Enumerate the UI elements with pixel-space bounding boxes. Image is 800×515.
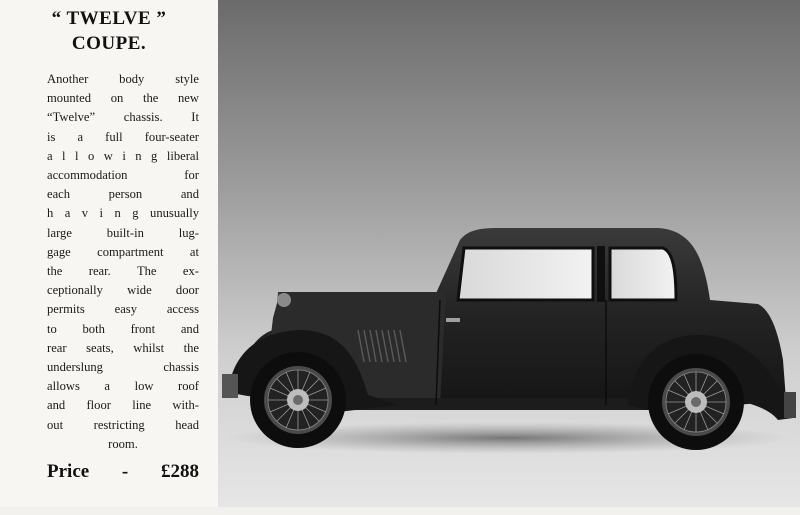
door-handle	[446, 318, 460, 322]
front-wheel	[250, 352, 346, 448]
rear-bumper	[784, 392, 796, 418]
car-illustration	[218, 0, 800, 507]
description-line: each person and	[47, 187, 199, 202]
headlamp	[277, 293, 291, 307]
description-line: is a full four-seater	[47, 129, 199, 144]
description-line: rear seats, whilst the	[47, 340, 199, 355]
description-line: mounted on the new	[47, 91, 199, 106]
description-line: underslung chassis	[47, 360, 199, 375]
front-window	[458, 248, 593, 300]
page-bottom-edge	[0, 507, 800, 515]
description-line: to both front and	[47, 321, 199, 336]
description-line: allows a low roof	[47, 379, 199, 394]
price-line	[47, 461, 199, 483]
description-line: permits easy access	[47, 302, 199, 317]
rear-wheel	[648, 354, 744, 450]
front-bumper	[222, 374, 238, 398]
price-value: £288	[160, 461, 199, 482]
description-line: h a v i n g unusually	[47, 206, 199, 221]
price-dash: -	[121, 461, 129, 482]
description-line: gage compartment at	[47, 244, 199, 259]
description-line: ceptionally wide door	[47, 283, 199, 298]
description-line: accommodation for	[47, 168, 199, 183]
price-label: Price	[47, 461, 90, 482]
text-column	[0, 0, 218, 515]
description-line: “Twelve” chassis. It	[47, 110, 199, 125]
description-line: and floor line with-	[47, 398, 199, 413]
description-line: a l l o w i n g liberal	[47, 148, 199, 163]
description-line: Another body style	[47, 72, 199, 86]
description-line: room.	[108, 436, 138, 451]
car-photo	[218, 0, 800, 507]
heading-model: “ TWELVE ”	[51, 8, 167, 29]
description-line: large built-in lug-	[47, 225, 199, 240]
description-line: out restricting head	[47, 417, 199, 432]
description	[47, 70, 199, 454]
rear-window	[610, 248, 676, 300]
heading-body-style: COUPE.	[71, 33, 147, 54]
description-line: the rear. The ex-	[47, 264, 199, 279]
